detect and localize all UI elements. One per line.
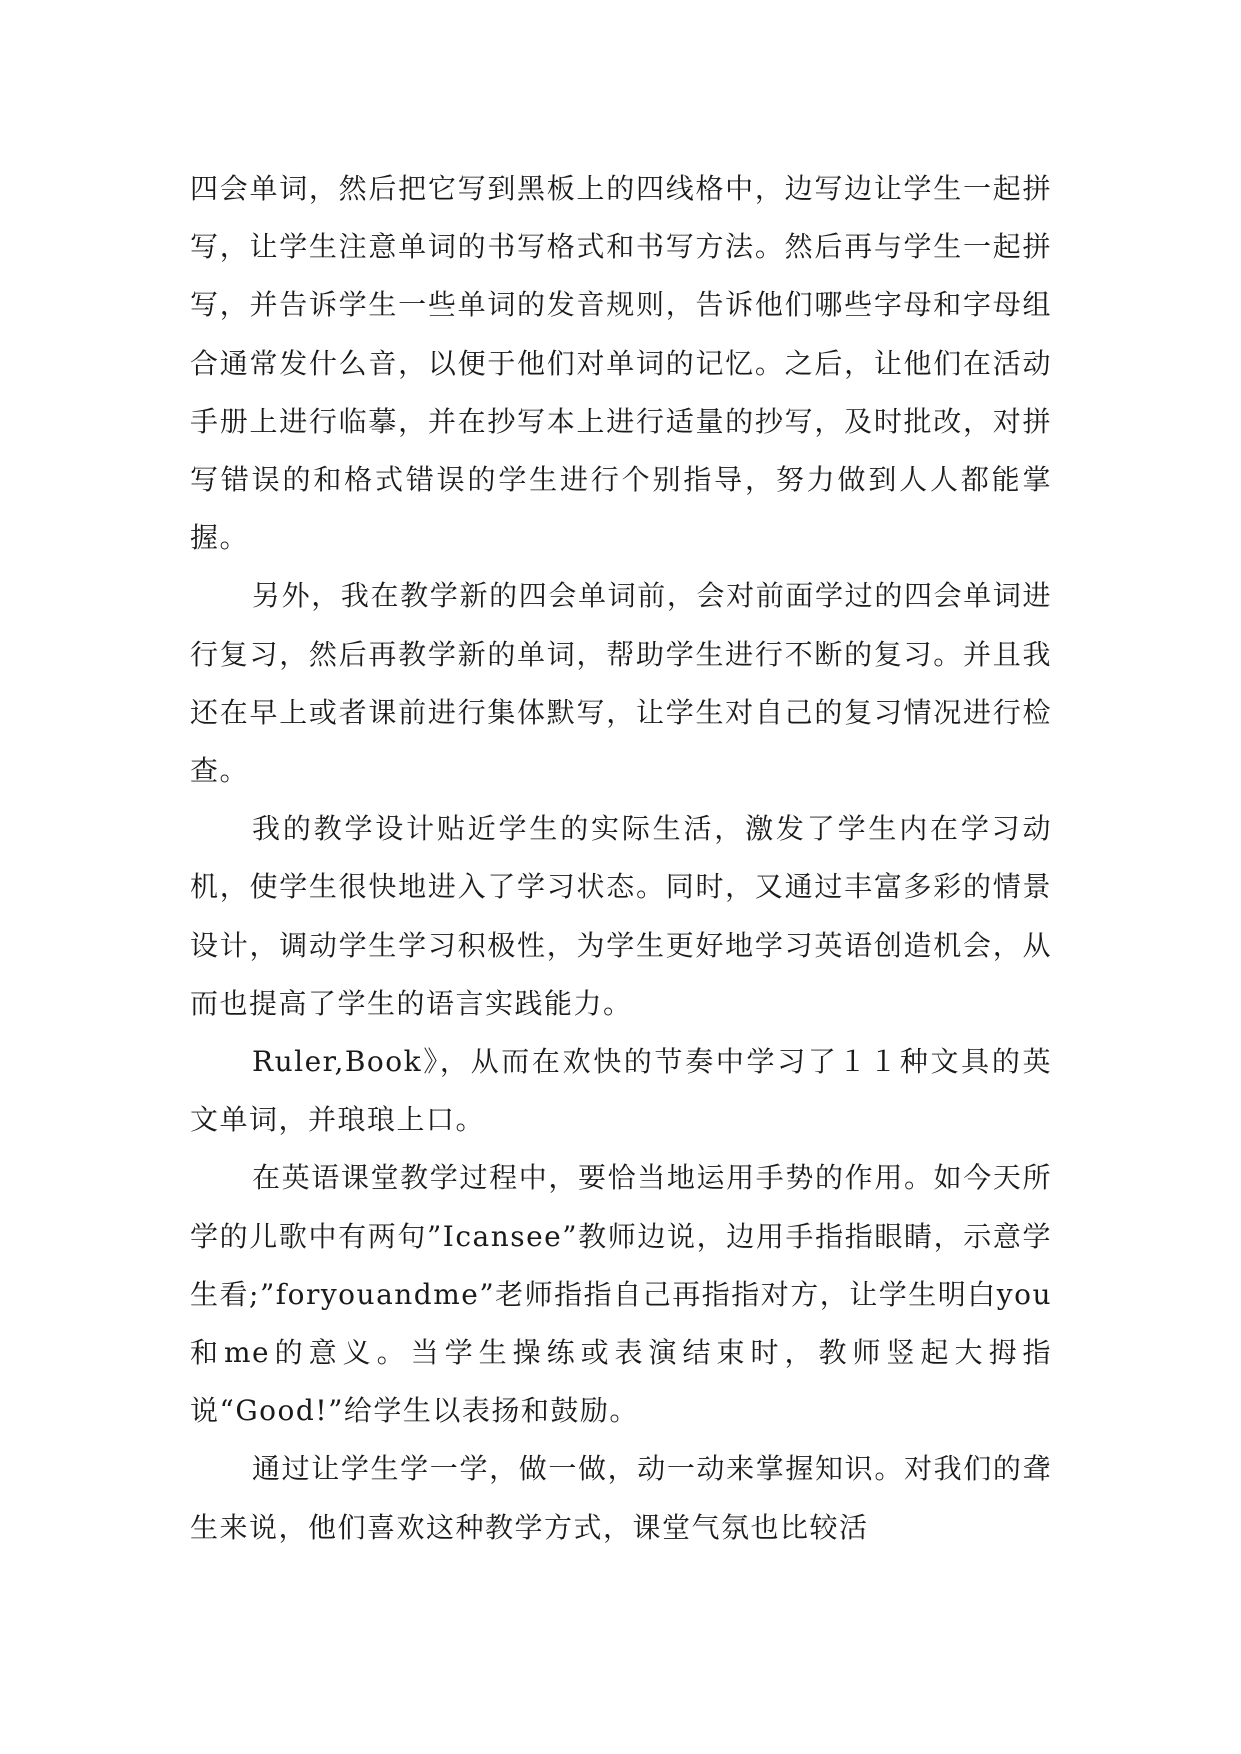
body-text — [190, 160, 1052, 1557]
paragraph-design: 我的教学设计贴近学生的实际生活，激发了学生内在学习动机，使学生很快地进入了学习状态。同时，又通过丰富多彩的情景设计，调动学生学习积极性，为学生更好地学习英语创造机会，从而也提高了学生的语言实践能力。 — [190, 812, 1052, 1020]
paragraph-song: Ruler,Book》，从而在欢快的节奏中学习了１１种文具的英文单词，并琅琅上口。 — [190, 1045, 1052, 1137]
paragraph-continued: 四会单词，然后把它写到黑板上的四线格中，边写边让学生一起拼写，让学生注意单词的书写格式和书写方法。然后再与学生一起拼写，并告诉学生一些单词的发音规则，告诉他们哪些字母和字母组合通常发什么音，以便于他们对单词的记忆。之后，让他们在活动手册上进行临摹，并在抄写本上进行适量的抄写，及时批改，对拼写错误的和格式错误的学生进行个别指导，努力做到人人都能掌握。 — [190, 172, 1052, 555]
paragraph-activity: 通过让学生学一学，做一做，动一动来掌握知识。对我们的聋生来说，他们喜欢这种教学方式，课堂气氛也比较活 — [190, 1452, 1052, 1544]
paragraph-review: 另外，我在教学新的四会单词前，会对前面学过的四会单词进行复习，然后再教学新的单词，帮助学生进行不断的复习。并且我还在早上或者课前进行集体默写，让学生对自己的复习情况进行检查。 — [190, 579, 1052, 788]
paragraph-gestures: 在英语课堂教学过程中，要恰当地运用手势的作用。如今天所学的儿歌中有两句”Icansee”教师边说，边用手指指眼睛，示意学生看;”foryouandme”老师指指自己再指指对方，让学生明白you和me的意义。当学生操练或表演结束时，教师竖起大拇指说“Good!”给学生以表扬和鼓励。 — [190, 1161, 1052, 1428]
